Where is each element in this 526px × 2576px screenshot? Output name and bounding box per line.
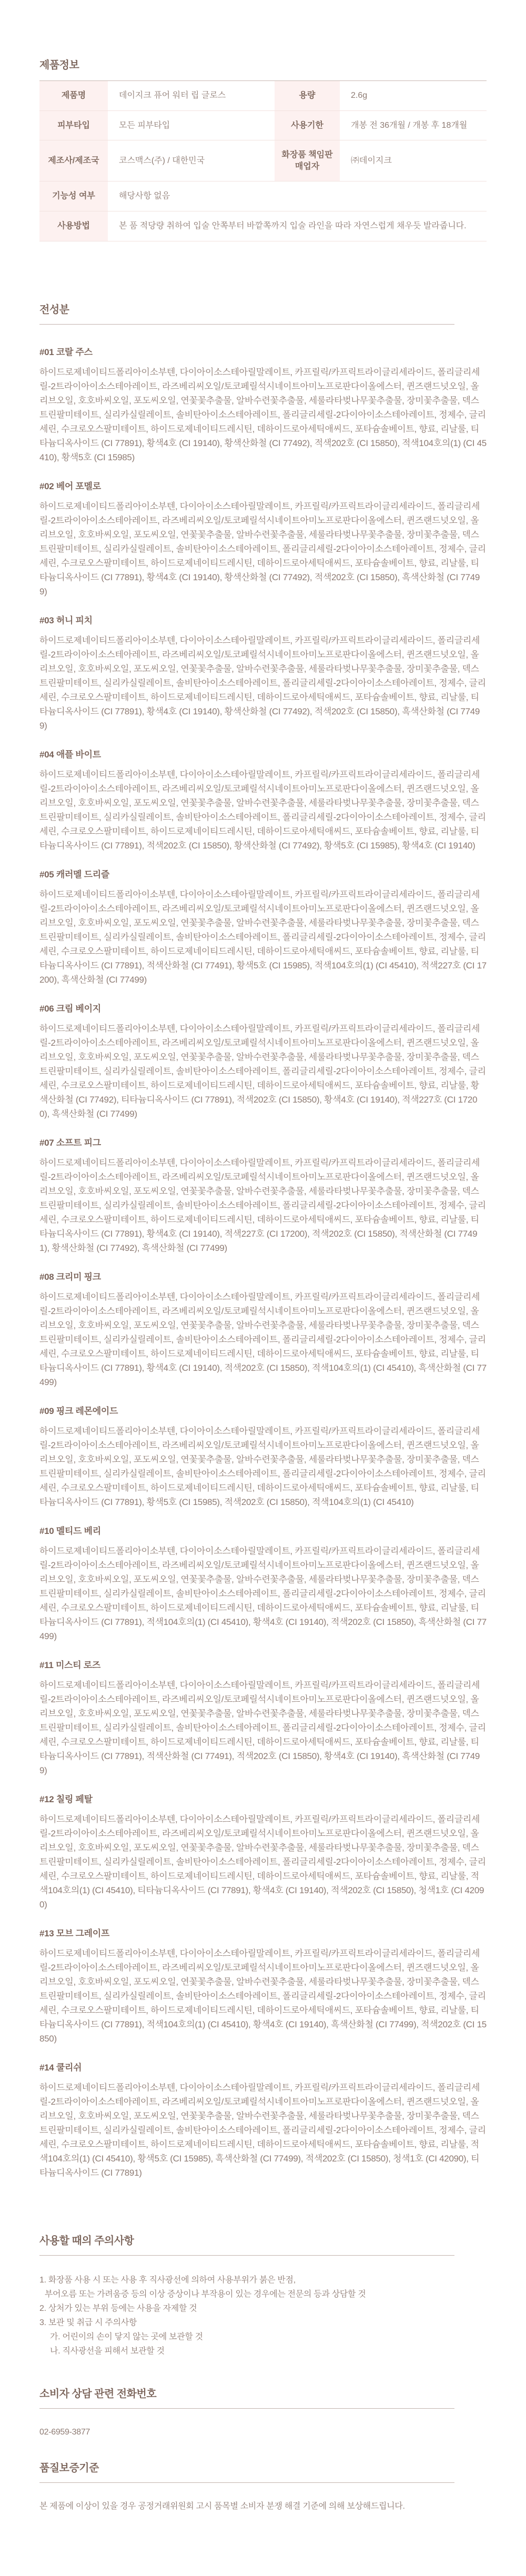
shade-list — [39, 345, 487, 2180]
info-value: 모든 피부타입 — [108, 110, 275, 140]
consumer-phone-number: 02-6959-3877 — [39, 2427, 90, 2437]
product-info-table — [39, 80, 487, 241]
ingredient-block — [39, 1926, 487, 2046]
warranty-title: 품질보증기준 — [39, 2462, 99, 2474]
shade-ingredients: 하이드로제네이티드폴리아이소부텐, 다이아이소스테아릴말레이트, 카프릴릭/카프릭트라이글리세라이드, 폴리글리세릴-2트라이아이소스테아레이트, 라즈베리씨오일/토코페릴석시네이트아미노프로판다이올에스터, 퀸즈랜드넛오일, 올리브오일, 호호바씨오일, 포도씨오일, 연꽃꽃추출물, 알바수련꽃추출물, 세룰라타벚나무꽃추출물, 장미꽃추출물, 덱스트린팔미테이트, 실리카실릴레이트, 솔비탄아이소스테아레이트, 폴리글리세릴-2다이아이소스테아레이트, 정제수, 글리세린, 수크로오스팔미테이트, 하이드로제네이티드레시틴, 데하이드로아세틱애씨드, 포타슘솔베이트, 향료, 리날룰, 티타늄디옥사이드 (CI 77891), 적색202호 (CI 15850), 황색산화철 (CI 77492), 황색5호 (CI 15985), 황색4호 (CI 19140) — [39, 769, 486, 851]
product-info-rows — [39, 81, 487, 241]
shade-name: #12 칠링 페탈 — [39, 1794, 93, 1804]
precaution-list — [39, 2273, 487, 2358]
info-value: 개봉 전 36개월 / 개봉 후 18개월 — [340, 110, 487, 140]
ingredient-block — [39, 1792, 487, 1912]
info-label: 제품명 — [39, 81, 108, 111]
shade-ingredients: 하이드로제네이티드폴리아이소부텐, 다이아이소스테아릴말레이트, 카프릴릭/카프릭트라이글리세라이드, 폴리글리세릴-2트라이아이소스테아레이트, 라즈베리씨오일/토코페릴석시네이트아미노프로판다이올에스터, 퀸즈랜드넛오일, 올리브오일, 호호바씨오일, 포도씨오일, 연꽃꽃추출물, 알바수련꽃추출물, 세룰라타벚나무꽃추출물, 장미꽃추출물, 덱스트린팔미테이트, 실리카실릴레이트, 솔비탄아이소스테아레이트, 폴리글리세릴-2다이아이소스테아레이트, 정제수, 글리세린, 수크로오스팔미테이트, 하이드로제네이티드레시틴, 데하이드로아세틱애씨드, 포타슘솔베이트, 향료, 리날룰, 티타늄디옥사이드 (CI 77891), 적색산화철 (CI 77491), 황색5호 (CI 15985), 적색104호의(1) (CI 45410), 적색227호 (CI 17200), 흑색산화철 (CI 77499) — [39, 889, 487, 985]
shade-name: #01 코랄 주스 — [39, 347, 93, 357]
ingredient-block — [39, 747, 487, 853]
ingredient-block — [39, 479, 487, 599]
shade-name: #07 소프트 피그 — [39, 1137, 101, 1148]
consumer-phone-title: 소비자 상담 관련 전화번호 — [39, 2388, 157, 2400]
ingredients-section — [39, 304, 487, 2180]
shade-ingredients: 하이드로제네이티드폴리아이소부텐, 다이아이소스테아릴말레이트, 카프릴릭/카프릭트라이글리세라이드, 폴리글리세릴-2트라이아이소스테아레이트, 라즈베리씨오일/토코페릴석시네이트아미노프로판다이올에스터, 퀸즈랜드넛오일, 올리브오일, 호호바씨오일, 포도씨오일, 연꽃꽃추출물, 알바수련꽃추출물, 세룰라타벚나무꽃추출물, 장미꽃추출물, 덱스트린팔미테이트, 실리카실릴레이트, 솔비탄아이소스테아레이트, 폴리글리세릴-2다이아이소스테아레이트, 정제수, 글리세린, 수크로오스팔미테이트, 하이드로제네이티드레시틴, 데하이드로아세틱애씨드, 포타슘솔베이트, 향료, 리날룰, 티타늄디옥사이드 (CI 77891), 적색104호의(1) (CI 45410), 황색4호 (CI 19140), 흑색산화철 (CI 77499), 적색202호 (CI 15850) — [39, 1948, 487, 2044]
ingredient-block — [39, 1523, 487, 1643]
shade-name: #05 캐러멜 드리즐 — [39, 869, 110, 880]
shade-ingredients: 하이드로제네이티드폴리아이소부텐, 다이아이소스테아릴말레이트, 카프릴릭/카프릭트라이글리세라이드, 폴리글리세릴-2트라이아이소스테아레이트, 라즈베리씨오일/토코페릴석시네이트아미노프로판다이올에스터, 퀸즈랜드넛오일, 올리브오일, 호호바씨오일, 포도씨오일, 연꽃꽃추출물, 알바수련꽃추출물, 세룰라타벚나무꽃추출물, 장미꽃추출물, 덱스트린팔미테이트, 실리카실릴레이트, 솔비탄아이소스테아레이트, 폴리글리세릴-2다이아이소스테아레이트, 정제수, 글리세린, 수크로오스팔미테이트, 하이드로제네이티드레시틴, 데하이드로아세틱애씨드, 포타슘솔베이트, 향료, 리날룰, 티타늄디옥사이드 (CI 77891), 황색4호 (CI 19140), 적색202호 (CI 15850), 적색104호의(1) (CI 45410), 흑색산화철 (CI 77499) — [39, 1291, 487, 1387]
info-value: ㈜데이지크 — [340, 140, 487, 181]
ingredients-title: 전성분 — [39, 304, 69, 316]
shade-ingredients: 하이드로제네이티드폴리아이소부텐, 다이아이소스테아릴말레이트, 카프릴릭/카프릭트라이글리세라이드, 폴리글리세릴-2트라이아이소스테아레이트, 라즈베리씨오일/토코페릴석시네이트아미노프로판다이올에스터, 퀸즈랜드넛오일, 올리브오일, 호호바씨오일, 포도씨오일, 연꽃꽃추출물, 알바수련꽃추출물, 세룰라타벚나무꽃추출물, 장미꽃추출물, 덱스트린팔미테이트, 실리카실릴레이트, 솔비탄아이소스테아레이트, 폴리글리세릴-2다이아이소스테아레이트, 정제수, 글리세린, 수크로오스팔미테이트, 하이드로제네이티드레시틴, 데하이드로아세틱애씨드, 포타슘솔베이트, 향료, 리날룰, 황색산화철 (CI 77492), 티타늄디옥사이드 (CI 77891), 적색202호 (CI 15850), 황색4호 (CI 19140), 적색227호 (CI 17200), 흑색산화철 (CI 77499) — [39, 1023, 486, 1119]
precaution-line: 3. 보관 및 취급 시 주의사항 — [39, 2318, 137, 2327]
shade-name: #10 멜티드 베리 — [39, 1526, 101, 1536]
precaution-line: 부어오름 또는 가려움증 등의 이상 증상이나 부작용이 있는 경우에는 전문의 등과 상담할 것 — [45, 2289, 366, 2299]
ingredient-block — [39, 1269, 487, 1389]
warranty-text: 본 제품에 이상이 있을 경우 공정거래위원회 고시 품목별 소비자 분쟁 해결 기준에 의해 보상해드립니다. — [39, 2501, 405, 2511]
ingredient-block — [39, 345, 487, 464]
precautions-section — [39, 2235, 487, 2358]
info-label: 제조사/제조국 — [39, 140, 108, 181]
product-info-section — [39, 59, 487, 241]
info-label: 기능성 여부 — [39, 181, 108, 211]
shade-ingredients: 하이드로제네이티드폴리아이소부텐, 다이아이소스테아릴말레이트, 카프릴릭/카프릭트라이글리세라이드, 폴리글리세릴-2트라이아이소스테아레이트, 라즈베리씨오일/토코페릴석시네이트아미노프로판다이올에스터, 퀸즈랜드넛오일, 올리브오일, 호호바씨오일, 포도씨오일, 연꽃꽃추출물, 알바수련꽃추출물, 세룰라타벚나무꽃추출물, 장미꽃추출물, 덱스트린팔미테이트, 실리카실릴레이트, 솔비탄아이소스테아레이트, 폴리글리세릴-2다이아이소스테아레이트, 정제수, 글리세린, 수크로오스팔미테이트, 하이드로제네이티드레시틴, 데하이드로아세틱애씨드, 포타슘솔베이트, 향료, 리날룰, 적색104호의(1) (CI 45410), 티타늄디옥사이드 (CI 77891), 황색4호 (CI 19140), 적색202호 (CI 15850), 청색1호 (CI 42090) — [39, 1814, 486, 1910]
shade-ingredients: 하이드로제네이티드폴리아이소부텐, 다이아이소스테아릴말레이트, 카프릴릭/카프릭트라이글리세라이드, 폴리글리세릴-2트라이아이소스테아레이트, 라즈베리씨오일/토코페릴석시네이트아미노프로판다이올에스터, 퀸즈랜드넛오일, 올리브오일, 호호바씨오일, 포도씨오일, 연꽃꽃추출물, 알바수련꽃추출물, 세룰라타벚나무꽃추출물, 장미꽃추출물, 덱스트린팔미테이트, 실리카실릴레이트, 솔비탄아이소스테아레이트, 폴리글리세릴-2다이아이소스테아레이트, 정제수, 글리세린, 수크로오스팔미테이트, 하이드로제네이티드레시틴, 데하이드로아세틱애씨드, 포타슘솔베이트, 향료, 리날룰, 티타늄디옥사이드 (CI 77891), 황색4호 (CI 19140), 황색산화철 (CI 77492), 적색202호 (CI 15850), 적색104호의(1) (CI 45410), 황색5호 (CI 15985) — [39, 367, 487, 462]
shade-ingredients: 하이드로제네이티드폴리아이소부텐, 다이아이소스테아릴말레이트, 카프릴릭/카프릭트라이글리세라이드, 폴리글리세릴-2트라이아이소스테아레이트, 라즈베리씨오일/토코페릴석시네이트아미노프로판다이올에스터, 퀸즈랜드넛오일, 올리브오일, 호호바씨오일, 포도씨오일, 연꽃꽃추출물, 알바수련꽃추출물, 세룰라타벚나무꽃추출물, 장미꽃추출물, 덱스트린팔미테이트, 실리카실릴레이트, 솔비탄아이소스테아레이트, 폴리글리세릴-2다이아이소스테아레이트, 정제수, 글리세린, 수크로오스팔미테이트, 하이드로제네이티드레시틴, 데하이드로아세틱애씨드, 포타슘솔베이트, 향료, 리날룰, 티타늄디옥사이드 (CI 77891), 황색4호 (CI 19140), 황색산화철 (CI 77492), 적색202호 (CI 15850), 흑색산화철 (CI 77499) — [39, 501, 486, 597]
shade-ingredients: 하이드로제네이티드폴리아이소부텐, 다이아이소스테아릴말레이트, 카프릴릭/카프릭트라이글리세라이드, 폴리글리세릴-2트라이아이소스테아레이트, 라즈베리씨오일/토코페릴석시네이트아미노프로판다이올에스터, 퀸즈랜드넛오일, 올리브오일, 호호바씨오일, 포도씨오일, 연꽃꽃추출물, 알바수련꽃추출물, 세룰라타벚나무꽃추출물, 장미꽃추출물, 덱스트린팔미테이트, 실리카실릴레이트, 솔비탄아이소스테아레이트, 폴리글리세릴-2다이아이소스테아레이트, 정제수, 글리세린, 수크로오스팔미테이트, 하이드로제네이티드레시틴, 데하이드로아세틱애씨드, 포타슘솔베이트, 향료, 리날룰, 적색104호의(1) (CI 45410), 황색5호 (CI 15985), 흑색산화철 (CI 77499), 적색202호 (CI 15850), 청색1호 (CI 42090), 티타늄디옥사이드 (CI 77891) — [39, 2082, 486, 2178]
section-divider — [39, 2255, 454, 2256]
info-value: 해당사항 없음 — [108, 181, 487, 211]
ingredient-block — [39, 1403, 487, 1509]
info-label: 용량 — [275, 81, 340, 111]
info-label: 사용방법 — [39, 211, 108, 241]
info-label: 피부타입 — [39, 110, 108, 140]
info-value: 2.6g — [351, 91, 368, 100]
info-value: 본 품 적당량 취하여 입술 안쪽부터 바깥쪽까지 입술 라인을 따라 자연스럽게 채우듯 발라줍니다. — [108, 211, 487, 241]
ingredient-block — [39, 1135, 487, 1255]
shade-name: #06 크림 베이지 — [39, 1003, 101, 1014]
shade-name: #13 모브 그레이프 — [39, 1928, 110, 1938]
info-value: 데이지크 퓨어 워터 립 글로스 — [119, 91, 226, 100]
shade-ingredients: 하이드로제네이티드폴리아이소부텐, 다이아이소스테아릴말레이트, 카프릴릭/카프릭트라이글리세라이드, 폴리글리세릴-2트라이아이소스테아레이트, 라즈베리씨오일/토코페릴석시네이트아미노프로판다이올에스터, 퀸즈랜드넛오일, 올리브오일, 호호바씨오일, 포도씨오일, 연꽃꽃추출물, 알바수련꽃추출물, 세룰라타벚나무꽃추출물, 장미꽃추출물, 덱스트린팔미테이트, 실리카실릴레이트, 솔비탄아이소스테아레이트, 폴리글리세릴-2다이아이소스테아레이트, 정제수, 글리세린, 수크로오스팔미테이트, 하이드로제네이티드레시틴, 데하이드로아세틱애씨드, 포타슘솔베이트, 향료, 리날룰, 티타늄디옥사이드 (CI 77891), 적색산화철 (CI 77491), 적색202호 (CI 15850), 황색4호 (CI 19140), 흑색산화철 (CI 77499) — [39, 1680, 486, 1775]
shade-ingredients: 하이드로제네이티드폴리아이소부텐, 다이아이소스테아릴말레이트, 카프릴릭/카프릭트라이글리세라이드, 폴리글리세릴-2트라이아이소스테아레이트, 라즈베리씨오일/토코페릴석시네이트아미노프로판다이올에스터, 퀸즈랜드넛오일, 올리브오일, 호호바씨오일, 포도씨오일, 연꽃꽃추출물, 알바수련꽃추출물, 세룰라타벚나무꽃추출물, 장미꽃추출물, 덱스트린팔미테이트, 실리카실릴레이트, 솔비탄아이소스테아레이트, 폴리글리세릴-2다이아이소스테아레이트, 정제수, 글리세린, 수크로오스팔미테이트, 하이드로제네이티드레시틴, 데하이드로아세틱애씨드, 포타슘솔베이트, 향료, 리날룰, 티타늄디옥사이드 (CI 77891), 황색4호 (CI 19140), 적색227호 (CI 17200), 적색202호 (CI 15850), 적색산화철 (CI 77491), 황색산화철 (CI 77492), 흑색산화철 (CI 77499) — [39, 1157, 486, 1253]
shade-ingredients: 하이드로제네이티드폴리아이소부텐, 다이아이소스테아릴말레이트, 카프릴릭/카프릭트라이글리세라이드, 폴리글리세릴-2트라이아이소스테아레이트, 라즈베리씨오일/토코페릴석시네이트아미노프로판다이올에스터, 퀸즈랜드넛오일, 올리브오일, 호호바씨오일, 포도씨오일, 연꽃꽃추출물, 알바수련꽃추출물, 세룰라타벚나무꽃추출물, 장미꽃추출물, 덱스트린팔미테이트, 실리카실릴레이트, 솔비탄아이소스테아레이트, 폴리글리세릴-2다이아이소스테아레이트, 정제수, 글리세린, 수크로오스팔미테이트, 하이드로제네이티드레시틴, 데하이드로아세틱애씨드, 포타슘솔베이트, 향료, 리날룰, 티타늄디옥사이드 (CI 77891), 황색4호 (CI 19140), 황색산화철 (CI 77492), 적색202호 (CI 15850), 흑색산화철 (CI 77499) — [39, 635, 486, 731]
info-row — [39, 81, 487, 111]
shade-name: #14 쿨리쉬 — [39, 2062, 82, 2073]
ingredient-block — [39, 613, 487, 733]
info-row — [39, 140, 487, 181]
section-divider — [39, 324, 454, 325]
info-value: 코스맥스(주) / 대한민국 — [108, 140, 275, 181]
shade-name: #02 베어 포멜로 — [39, 481, 101, 491]
section-divider — [39, 2408, 454, 2409]
precaution-line: 가. 어린이의 손이 닿지 않는 곳에 보관할 것 — [50, 2332, 203, 2341]
shade-ingredients: 하이드로제네이티드폴리아이소부텐, 다이아이소스테아릴말레이트, 카프릴릭/카프릭트라이글리세라이드, 폴리글리세릴-2트라이아이소스테아레이트, 라즈베리씨오일/토코페릴석시네이트아미노프로판다이올에스터, 퀸즈랜드넛오일, 올리브오일, 호호바씨오일, 포도씨오일, 연꽃꽃추출물, 알바수련꽃추출물, 세룰라타벚나무꽃추출물, 장미꽃추출물, 덱스트린팔미테이트, 실리카실릴레이트, 솔비탄아이소스테아레이트, 폴리글리세릴-2다이아이소스테아레이트, 정제수, 글리세린, 수크로오스팔미테이트, 하이드로제네이티드레시틴, 데하이드로아세틱애씨드, 포타슘솔베이트, 향료, 리날룰, 티타늄디옥사이드 (CI 77891), 적색104호의(1) (CI 45410), 황색4호 (CI 19140), 적색202호 (CI 15850), 흑색산화철 (CI 77499) — [39, 1545, 487, 1641]
precaution-line: 1. 화장품 사용 시 또는 사용 후 직사광선에 의하여 사용부위가 붉은 반점, — [39, 2275, 296, 2285]
shade-ingredients: 하이드로제네이티드폴리아이소부텐, 다이아이소스테아릴말레이트, 카프릴릭/카프릭트라이글리세라이드, 폴리글리세릴-2트라이아이소스테아레이트, 라즈베리씨오일/토코페릴석시네이트아미노프로판다이올에스터, 퀸즈랜드넛오일, 올리브오일, 호호바씨오일, 포도씨오일, 연꽃꽃추출물, 알바수련꽃추출물, 세룰라타벚나무꽃추출물, 장미꽃추출물, 덱스트린팔미테이트, 실리카실릴레이트, 솔비탄아이소스테아레이트, 폴리글리세릴-2다이아이소스테아레이트, 정제수, 글리세린, 수크로오스팔미테이트, 하이드로제네이티드레시틴, 데하이드로아세틱애씨드, 포타슘솔베이트, 향료, 리날룰, 티타늄디옥사이드 (CI 77891), 황색5호 (CI 15985), 적색202호 (CI 15850), 적색104호의(1) (CI 45410) — [39, 1426, 486, 1507]
info-row — [39, 110, 487, 140]
warranty-section — [39, 2462, 487, 2513]
shade-name: #03 허니 피치 — [39, 615, 93, 625]
precaution-line: 2. 상처가 있는 부위 등에는 사용을 자제할 것 — [39, 2304, 197, 2313]
shade-name: #08 크리미 핑크 — [39, 1271, 101, 1282]
precaution-line: 나. 직사광선을 피해서 보관할 것 — [50, 2346, 165, 2356]
info-label: 사용기한 — [275, 110, 340, 140]
ingredient-block — [39, 867, 487, 987]
info-label: 화장품 책임판매업자 — [275, 140, 340, 181]
info-row — [39, 211, 487, 241]
shade-name: #11 미스티 로즈 — [39, 1660, 100, 1670]
consumer-phone-section — [39, 2388, 487, 2439]
product-detail-page — [39, 0, 487, 2576]
info-row — [39, 181, 487, 211]
shade-name: #04 애플 바이트 — [39, 749, 101, 760]
precautions-title: 사용할 때의 주의사항 — [39, 2235, 134, 2247]
ingredient-block — [39, 1658, 487, 1777]
shade-name: #09 핑크 레몬에이드 — [39, 1406, 118, 1416]
section-divider — [39, 2482, 454, 2483]
ingredient-block — [39, 2060, 487, 2180]
product-info-title: 제품정보 — [39, 59, 79, 71]
ingredient-block — [39, 1001, 487, 1121]
